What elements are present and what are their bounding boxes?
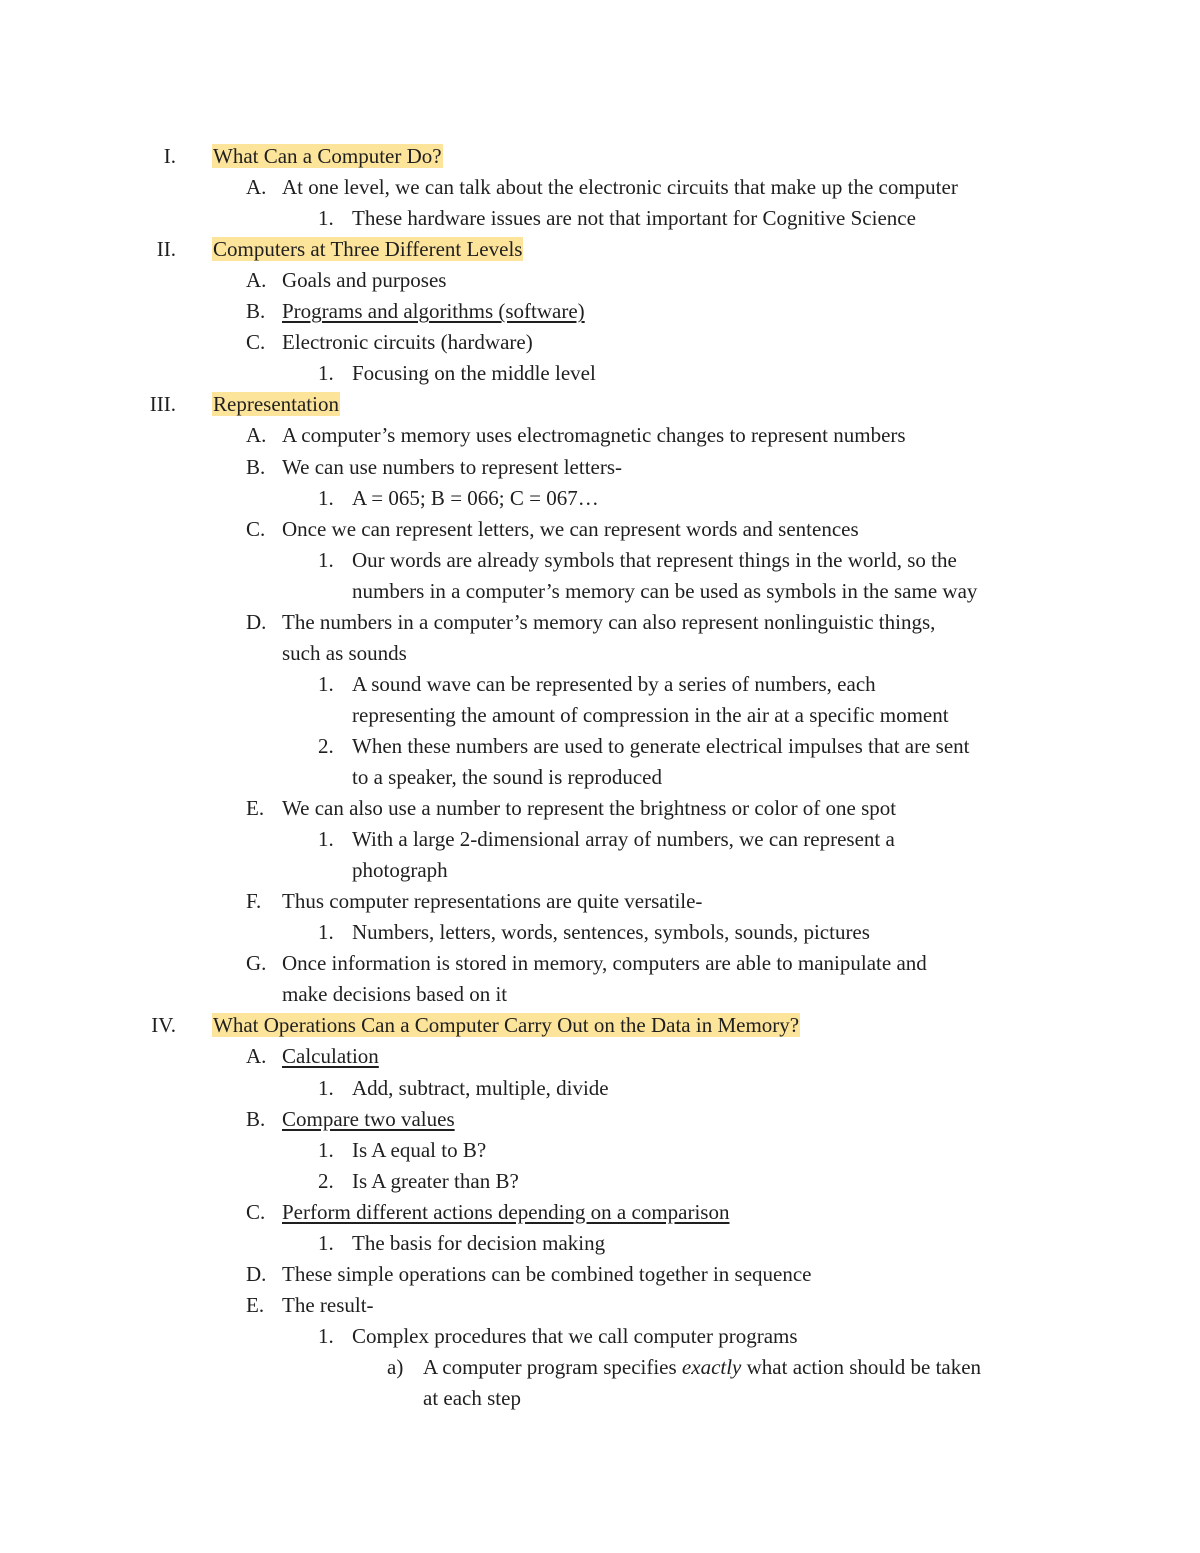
text-segment: to a speaker, the sound is reproduced bbox=[352, 765, 662, 789]
outline-line bbox=[0, 234, 1200, 265]
outline-marker: 1. bbox=[318, 920, 334, 945]
text-segment: at each step bbox=[423, 1386, 521, 1410]
outline-marker: 1. bbox=[318, 1230, 334, 1255]
outline-text bbox=[352, 576, 977, 607]
outline-marker: G. bbox=[246, 951, 267, 976]
text-segment: Is A equal to B? bbox=[352, 1137, 487, 1162]
text-underline: Programs and algorithms (software) bbox=[282, 299, 585, 324]
outline-text bbox=[352, 917, 870, 948]
outline-text bbox=[352, 1135, 486, 1166]
outline-text bbox=[282, 1041, 379, 1072]
outline-marker: 2. bbox=[318, 733, 334, 758]
text-segment: such as sounds bbox=[282, 640, 407, 665]
outline-marker: 1. bbox=[318, 1137, 334, 1162]
outline-line bbox=[0, 1073, 1200, 1104]
text-segment: numbers in a computer’s memory can be used as symbols in the same way bbox=[352, 578, 978, 603]
outline-line bbox=[0, 700, 1200, 731]
text-segment: Thus computer representations are quite versatile- bbox=[282, 889, 703, 914]
outline-text bbox=[352, 669, 876, 700]
outline-marker: 1. bbox=[318, 671, 334, 696]
text-segment: We can use numbers to represent letters- bbox=[282, 454, 623, 479]
text-segment: Goals and purposes bbox=[282, 268, 447, 293]
outline-text bbox=[282, 452, 622, 483]
outline-line bbox=[0, 917, 1200, 948]
outline-line bbox=[0, 1290, 1200, 1321]
outline-text bbox=[212, 1010, 800, 1041]
text-segment: The result- bbox=[282, 1292, 374, 1317]
text-segment: The basis for decision making bbox=[352, 1230, 606, 1255]
outline-marker: C. bbox=[246, 330, 266, 355]
outline-text bbox=[282, 948, 927, 979]
text-segment: Once information is stored in memory, computers are able to manipulate and bbox=[282, 951, 927, 976]
outline-line bbox=[0, 1041, 1200, 1072]
outline-line bbox=[0, 172, 1200, 203]
outline-line bbox=[0, 545, 1200, 576]
outline-text bbox=[282, 638, 407, 669]
text-underline: Calculation bbox=[282, 1044, 379, 1069]
outline-marker: 1. bbox=[318, 1323, 334, 1348]
text-segment: photograph bbox=[352, 858, 448, 883]
outline-marker: C. bbox=[246, 516, 266, 541]
text-segment: Focusing on the middle level bbox=[352, 361, 596, 386]
outline-text bbox=[352, 731, 970, 762]
text-segment: Complex procedures that we call computer programs bbox=[352, 1323, 798, 1348]
outline-line bbox=[0, 265, 1200, 296]
text-segment: A = 065; B = 066; C = 067… bbox=[352, 485, 599, 510]
outline-text bbox=[282, 979, 507, 1010]
outline-text bbox=[423, 1383, 521, 1414]
outline-text bbox=[282, 1259, 811, 1290]
outline-text bbox=[352, 1166, 519, 1197]
outline-marker: A. bbox=[246, 423, 267, 448]
outline-marker: 2. bbox=[318, 1168, 334, 1193]
outline-marker: 1. bbox=[318, 485, 334, 510]
text-highlight: What Operations Can a Computer Carry Out on the Data in Memory? bbox=[213, 1013, 800, 1038]
outline-text bbox=[352, 1073, 609, 1104]
outline-line bbox=[0, 141, 1200, 172]
text-underline: Compare two values bbox=[282, 1106, 455, 1131]
outline-text bbox=[352, 700, 949, 731]
outline-line bbox=[0, 203, 1200, 234]
outline-marker: I. bbox=[163, 144, 176, 168]
outline-text bbox=[282, 420, 906, 451]
outline-text bbox=[352, 1228, 605, 1259]
outline-marker: D. bbox=[246, 1261, 267, 1286]
outline-marker: 1. bbox=[318, 206, 334, 231]
outline-marker: II. bbox=[156, 237, 176, 262]
text-segment: Add, subtract, multiple, divide bbox=[352, 1075, 609, 1100]
outline-text bbox=[423, 1352, 981, 1383]
outline-text bbox=[282, 1197, 729, 1228]
outline-line bbox=[0, 514, 1200, 545]
outline-line bbox=[0, 483, 1200, 514]
outline-text bbox=[352, 545, 957, 576]
outline-text bbox=[352, 824, 895, 855]
text-segment: With a large 2-dimensional array of numbers, we can represent a bbox=[352, 827, 895, 852]
outline-marker: B. bbox=[246, 1106, 266, 1131]
outline-text bbox=[282, 296, 585, 327]
outline-marker: A. bbox=[246, 1044, 267, 1069]
outline-line bbox=[0, 638, 1200, 669]
outline-marker: E. bbox=[246, 796, 265, 821]
text-italic: exactly bbox=[681, 1354, 742, 1379]
outline-line bbox=[0, 669, 1200, 700]
text-highlight: Representation bbox=[213, 392, 339, 417]
text-segment: representing the amount of compression in the air at a specific moment bbox=[352, 702, 949, 727]
text-segment: At one level, we can talk about the electronic circuits that make up the computer bbox=[282, 175, 958, 200]
text-highlight: What Can a Computer Do? bbox=[213, 144, 442, 168]
outline-text bbox=[282, 514, 859, 545]
text-segment: These simple operations can be combined together in sequence bbox=[282, 1261, 812, 1286]
text-underline: Perform different actions depending on a comparison bbox=[282, 1199, 730, 1224]
outline-line bbox=[0, 793, 1200, 824]
outline-line bbox=[0, 1228, 1200, 1259]
outline-marker: A. bbox=[246, 175, 267, 200]
text-highlight: Computers at Three Different Levels bbox=[213, 237, 523, 262]
outline-marker: F. bbox=[246, 889, 262, 914]
outline-marker: a) bbox=[387, 1354, 404, 1379]
outline-text bbox=[352, 483, 599, 514]
outline-line bbox=[0, 886, 1200, 917]
outline-text bbox=[352, 1321, 798, 1352]
outline-text bbox=[352, 855, 448, 886]
outline-marker: 1. bbox=[318, 1075, 334, 1100]
outline-line bbox=[0, 1321, 1200, 1352]
outline-line bbox=[0, 1010, 1200, 1041]
outline-marker: B. bbox=[246, 299, 266, 324]
outline-text bbox=[282, 172, 958, 203]
outline-text bbox=[282, 265, 446, 296]
outline-line bbox=[0, 389, 1200, 420]
outline-marker: 1. bbox=[318, 547, 334, 572]
outline-line bbox=[0, 452, 1200, 483]
text-segment: Once we can represent letters, we can represent words and sentences bbox=[282, 516, 859, 541]
outline-text bbox=[212, 234, 523, 265]
outline-text bbox=[282, 793, 896, 824]
outline-text bbox=[352, 358, 596, 389]
outline-marker: B. bbox=[246, 454, 266, 479]
outline-line bbox=[0, 1104, 1200, 1135]
outline-line bbox=[0, 1197, 1200, 1228]
outline-line bbox=[0, 731, 1200, 762]
outline-marker: C. bbox=[246, 1199, 266, 1224]
outline-text bbox=[282, 1104, 455, 1135]
outline-line bbox=[0, 979, 1200, 1010]
outline-text bbox=[282, 886, 702, 917]
outline-text bbox=[352, 203, 916, 234]
outline-line bbox=[0, 327, 1200, 358]
outline-line bbox=[0, 1166, 1200, 1197]
outline-text bbox=[352, 762, 662, 793]
outline-marker: D. bbox=[246, 609, 267, 634]
outline-line bbox=[0, 1383, 1200, 1414]
text-segment: Our words are already symbols that represent things in the world, so the bbox=[352, 547, 957, 572]
text-segment: When these numbers are used to generate electrical impulses that are sent bbox=[352, 733, 970, 758]
text-segment: what action should be taken bbox=[741, 1354, 982, 1379]
outline-line bbox=[0, 607, 1200, 638]
outline-line bbox=[0, 420, 1200, 451]
outline-line bbox=[0, 1352, 1200, 1383]
outline-line bbox=[0, 824, 1200, 855]
outline-line bbox=[0, 855, 1200, 886]
outline-marker: III. bbox=[149, 392, 176, 417]
text-segment: make decisions based on it bbox=[282, 982, 508, 1007]
outline-line bbox=[0, 576, 1200, 607]
outline-marker: E. bbox=[246, 1292, 265, 1317]
text-segment: Is A greater than B? bbox=[352, 1168, 519, 1193]
outline-marker: 1. bbox=[318, 361, 334, 386]
outline-line bbox=[0, 762, 1200, 793]
outline-marker: A. bbox=[246, 268, 267, 293]
text-segment: A sound wave can be represented by a series of numbers, each bbox=[352, 671, 876, 696]
outline-line bbox=[0, 1259, 1200, 1290]
text-segment: Electronic circuits (hardware) bbox=[282, 330, 533, 355]
outline-line bbox=[0, 948, 1200, 979]
outline-marker: 1. bbox=[318, 827, 334, 852]
text-segment: These hardware issues are not that important for Cognitive Science bbox=[352, 206, 916, 231]
outline-line bbox=[0, 1135, 1200, 1166]
outline-text bbox=[282, 607, 935, 638]
text-segment: A computer program specifies bbox=[423, 1354, 682, 1379]
outline-text bbox=[212, 389, 340, 420]
outline-marker: IV. bbox=[151, 1013, 176, 1038]
outline-text bbox=[212, 141, 443, 172]
text-segment: We can also use a number to represent the brightness or color of one spot bbox=[282, 796, 897, 821]
text-segment: A computer’s memory uses electromagnetic changes to represent numbers bbox=[282, 423, 906, 448]
outline-text bbox=[282, 1290, 374, 1321]
outline-text bbox=[282, 327, 533, 358]
text-segment: Numbers, letters, words, sentences, symbols, sounds, pictures bbox=[352, 920, 870, 945]
text-segment: The numbers in a computer’s memory can also represent nonlinguistic things, bbox=[282, 609, 936, 634]
outline-line bbox=[0, 358, 1200, 389]
outline-line bbox=[0, 296, 1200, 327]
